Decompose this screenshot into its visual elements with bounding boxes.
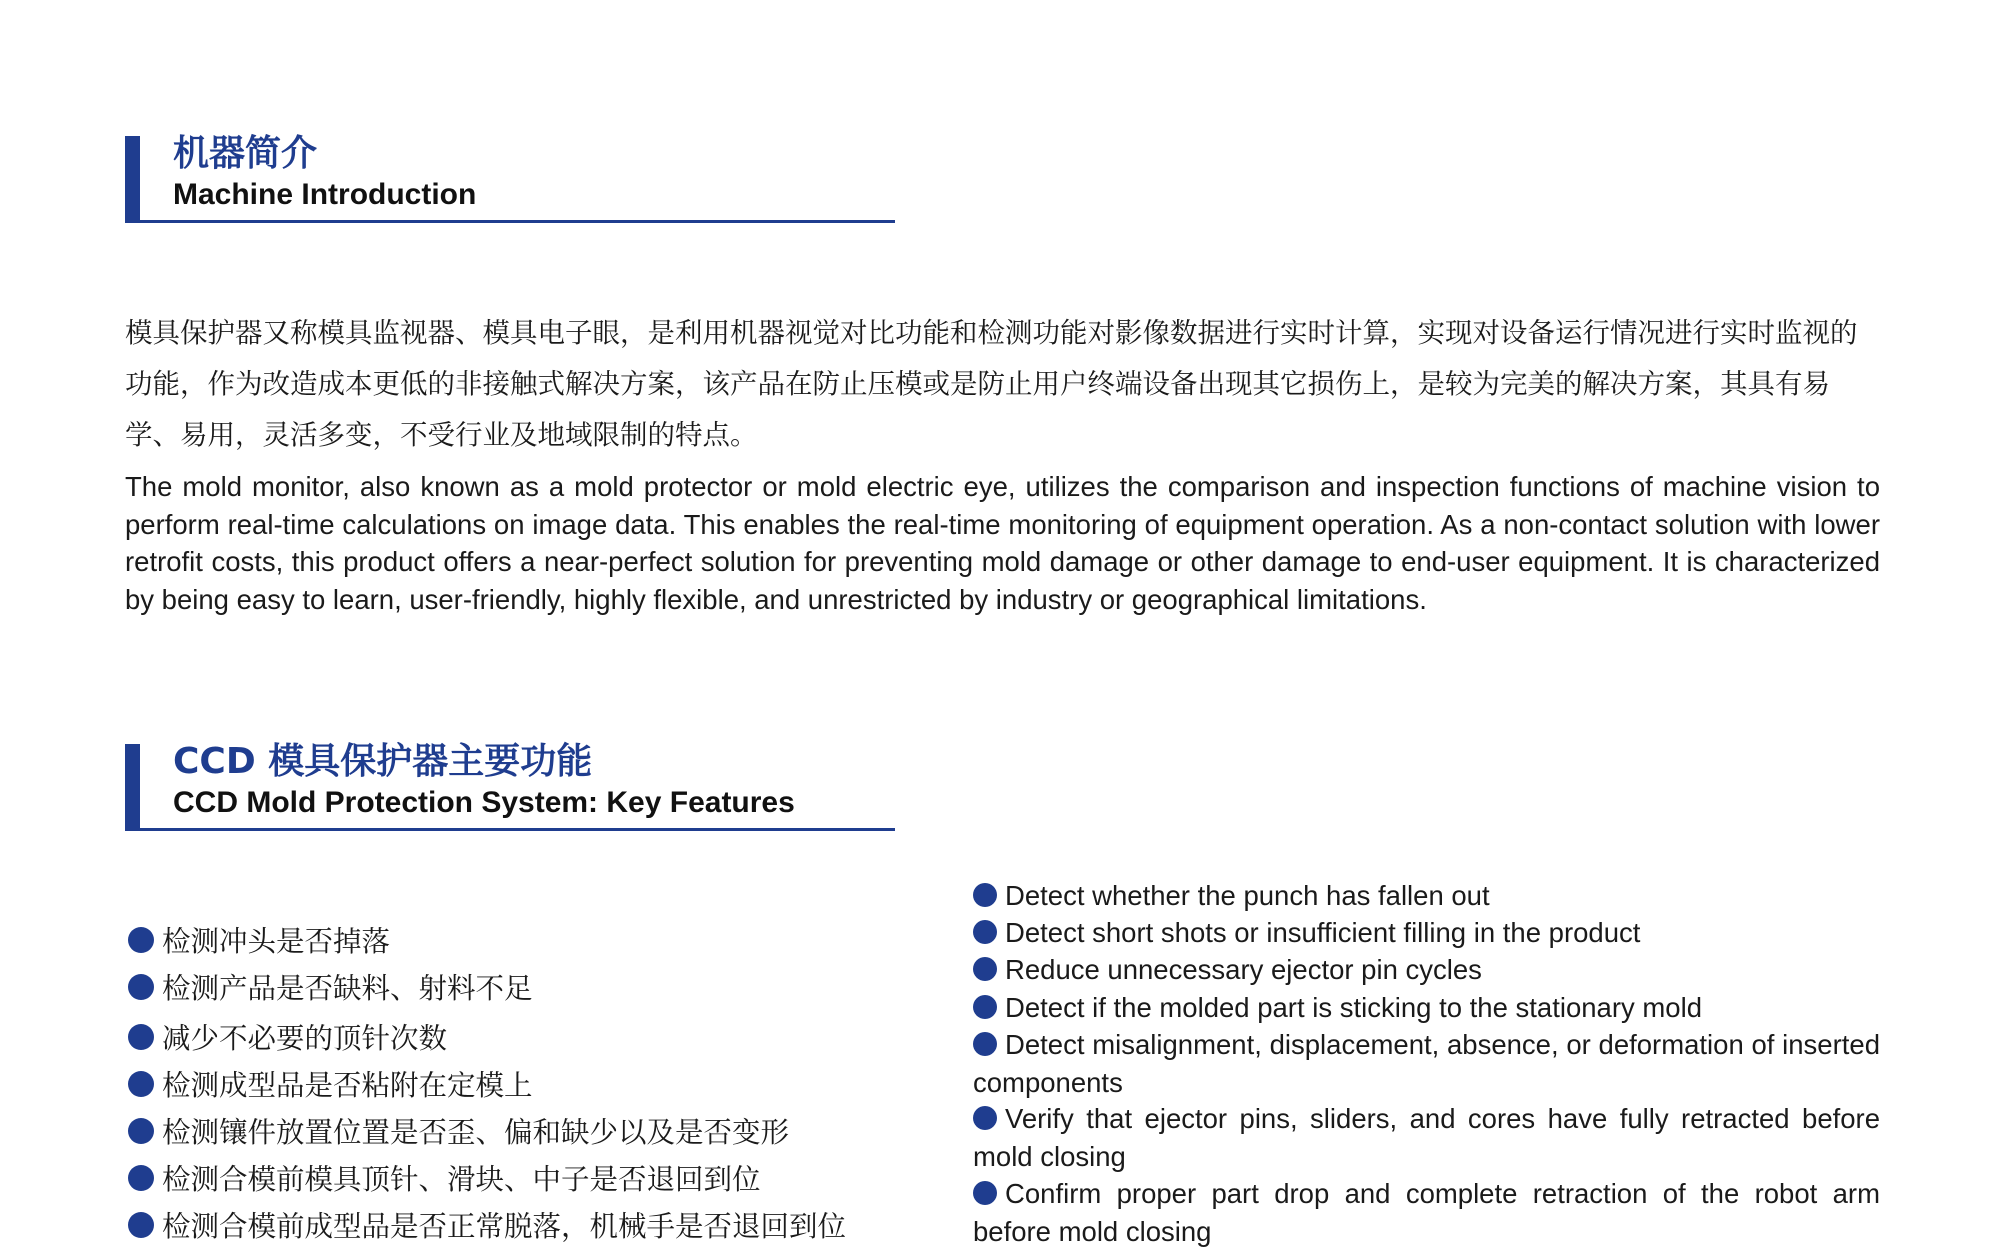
intro-paragraph-cn: 模具保护器又称模具监视器、模具电子眼，是利用机器视觉对比功能和检测功能对影像数据进行实时计算，实现对设备运行情况进行实时监视的功能，作为改造成本更低的非接触式解决方案，该产品在防止压模或是防止用户终端设备出现其它损伤上，是较为完美的解决方案，其具有易学、易用，灵活多变，不受行业及地域限制的特点。: [125, 317, 1858, 451]
bullet-dot-icon: [973, 1106, 997, 1130]
feature-item-cn: [128, 1064, 533, 1108]
feature-item-label: 检测合模前模具顶针、滑块、中子是否退回到位: [162, 1163, 761, 1196]
bullet-dot-icon: [973, 957, 997, 981]
feature-item-en: [973, 877, 1880, 915]
feature-item-label: 减少不必要的顶针次数: [162, 1022, 448, 1055]
bullet-dot-icon: [973, 1181, 997, 1205]
bullet-dot-icon: [128, 927, 154, 953]
bullet-dot-icon: [128, 1118, 154, 1144]
bullet-dot-icon: [973, 883, 997, 907]
accent-bar: [125, 744, 140, 828]
feature-item-cn: [128, 1111, 789, 1155]
bullet-dot-icon: [128, 1165, 154, 1191]
bullet-dot-icon: [128, 1212, 154, 1238]
accent-bar: [125, 136, 140, 220]
feature-item-cn: [128, 967, 533, 1011]
feature-item-label: 检测冲头是否掉落: [162, 925, 391, 958]
feature-item-cn: [128, 920, 390, 964]
feature-item-label: 检测合模前成型品是否正常脱落，机械手是否退回到位: [162, 1210, 847, 1243]
feature-item-cn: [128, 1017, 447, 1061]
bullet-dot-icon: [128, 974, 154, 1000]
feature-item-en: [973, 1175, 1880, 1250]
section-title-en: CCD Mold Protection System: Key Features: [173, 786, 795, 819]
bullet-dot-icon: [973, 920, 997, 944]
bullet-dot-icon: [128, 1024, 154, 1050]
feature-item-en: [973, 989, 1880, 1027]
feature-item-label: 检测镶件放置位置是否歪、偏和缺少以及是否变形: [162, 1116, 790, 1149]
section-title-cn: 机器简介: [173, 133, 318, 174]
bullet-dot-icon: [973, 1032, 997, 1056]
feature-item-en: [973, 1100, 1880, 1175]
bullet-dot-icon: [128, 1071, 154, 1097]
feature-item-label: Detect misalignment, displacement, absence, or deformation of inserted components: [973, 1029, 1880, 1098]
feature-item-label: 检测成型品是否粘附在定模上: [162, 1069, 533, 1102]
feature-item-label: Reduce unnecessary ejector pin cycles: [1005, 954, 1482, 985]
feature-item-en: [973, 1026, 1880, 1101]
bullet-dot-icon: [973, 995, 997, 1019]
feature-item-en: [973, 951, 1880, 989]
feature-item-label: Confirm proper part drop and complete retraction of the robot arm before mold closing: [973, 1178, 1880, 1247]
feature-item-label: 检测产品是否缺料、射料不足: [162, 972, 533, 1005]
intro-paragraph-en: The mold monitor, also known as a mold protector or mold electric eye, utilizes the comparison and inspection functions of machine vision to perform real-time calculations on image data. This enables the real-time monitoring of equipment operation. As a non-contact solution with lower retrofit costs, this product offers a near-perfect solution for preventing mold damage or other damage to end-user equipment. It is characterized by being easy to learn, user-friendly, highly flexible, and unrestricted by industry or geographical limitations.: [125, 471, 1880, 615]
feature-item-label: Detect whether the punch has fallen out: [1005, 880, 1490, 911]
section-title-cn: CCD 模具保护器主要功能: [173, 741, 593, 782]
feature-item-label: Verify that ejector pins, sliders, and cores have fully retracted before mold closing: [973, 1103, 1880, 1172]
section-title-en: Machine Introduction: [173, 178, 477, 211]
feature-item-label: Detect short shots or insufficient filling in the product: [1005, 917, 1641, 948]
feature-item-cn: [128, 1158, 761, 1202]
section-header-introduction: [125, 133, 895, 223]
feature-item-label: Detect if the molded part is sticking to the stationary mold: [1005, 992, 1702, 1023]
feature-item-cn: [128, 1205, 846, 1249]
section-header-key-features: [125, 741, 895, 831]
feature-item-en: [973, 914, 1880, 952]
